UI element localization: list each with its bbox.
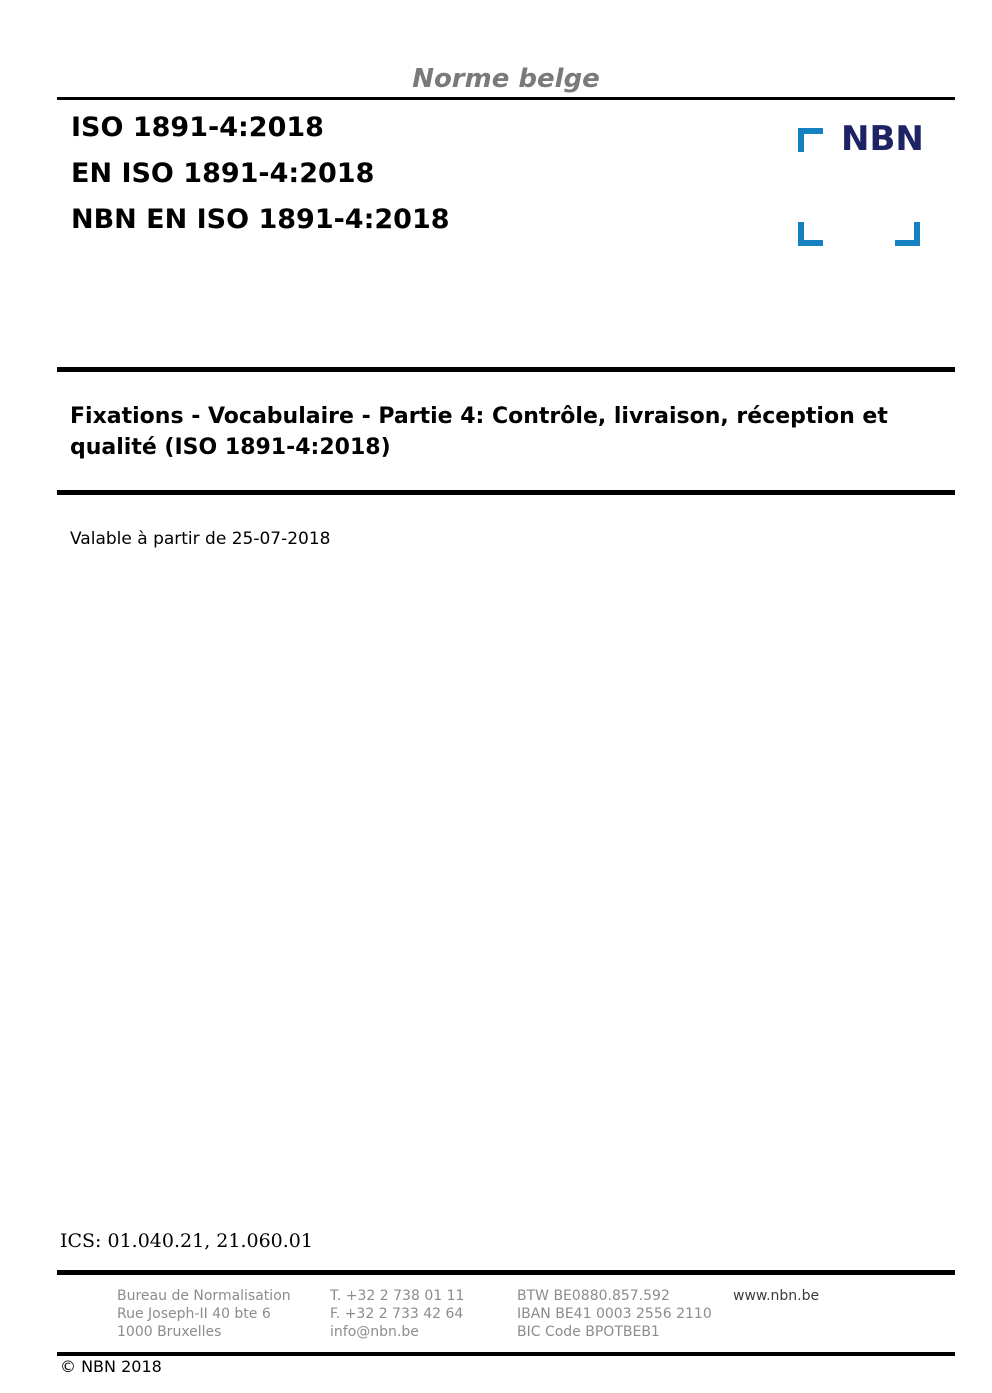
divider-above-footer (57, 1270, 955, 1275)
document-title (70, 401, 960, 463)
footer-fax: F. +32 2 733 42 64 (330, 1306, 464, 1322)
standard-code-en-iso: EN ISO 1891-4:2018 (71, 158, 375, 189)
footer-bic-code: BIC Code BPOTBEB1 (517, 1324, 660, 1340)
divider-header (57, 97, 955, 100)
standard-codes (71, 105, 450, 243)
footer-website-url: www.nbn.be (733, 1288, 820, 1304)
footer-phone: T. +32 2 738 01 11 (330, 1288, 465, 1304)
footer-organization-name: Bureau de Normalisation (117, 1288, 291, 1304)
divider-bottom (57, 1352, 955, 1356)
standard-code-iso: ISO 1891-4:2018 (71, 112, 324, 143)
footer-address-column (117, 1287, 291, 1341)
standard-code-nbn-en-iso: NBN EN ISO 1891-4:2018 (71, 204, 450, 235)
footer-btw-number: BTW BE0880.857.592 (517, 1288, 670, 1304)
divider-above-title (57, 367, 955, 372)
footer-iban-number: IBAN BE41 0003 2556 2110 (517, 1306, 712, 1322)
nbn-logo-wordmark: NBN (841, 119, 924, 159)
footer-city: 1000 Bruxelles (117, 1324, 222, 1340)
ics-codes-text: ICS: 01.040.21, 21.060.01 (60, 1230, 313, 1252)
nbn-logo (798, 120, 922, 248)
footer-street-address: Rue Joseph-II 40 bte 6 (117, 1306, 271, 1322)
logo-corner-bracket-bottom-left-icon (798, 222, 823, 246)
validity-date-text: Valable à partir de 25-07-2018 (70, 529, 331, 549)
divider-below-title (57, 490, 955, 495)
footer-email: info@nbn.be (330, 1324, 419, 1340)
logo-corner-bracket-bottom-right-icon (895, 222, 920, 246)
document-type-label: Norme belge (412, 64, 600, 94)
copyright-notice: © NBN 2018 (60, 1357, 162, 1376)
document-title-line-1: Fixations - Vocabulaire - Partie 4: Contrôle, livraison, réception et (70, 404, 888, 429)
footer-contact-column (330, 1287, 464, 1341)
footer-registration-column (517, 1287, 712, 1341)
logo-corner-bracket-top-left-icon (798, 128, 823, 152)
document-title-line-2: qualité (ISO 1891-4:2018) (70, 435, 391, 460)
